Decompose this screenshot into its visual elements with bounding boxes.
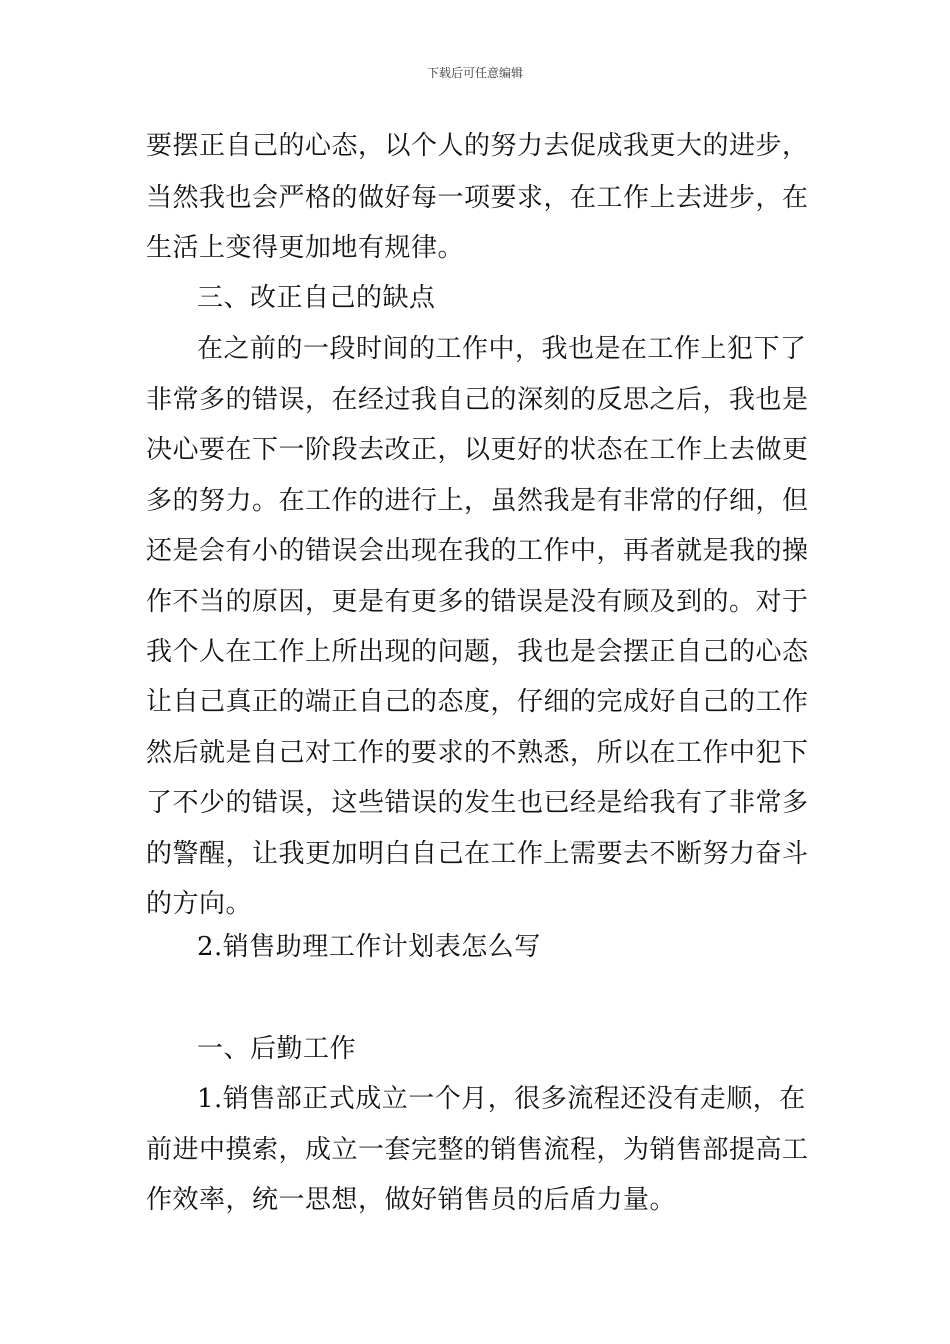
body-line: 然后就是自己对工作的要求的不熟悉，所以在工作中犯下	[146, 738, 809, 768]
body-line: 让自己真正的端正自己的态度，仔细的完成好自己的工作	[146, 687, 809, 717]
body-line: 在之前的一段时间的工作中，我也是在工作上犯下了	[197, 334, 807, 364]
section-heading: 2.销售助理工作计划表怎么写	[197, 932, 541, 962]
body-line: 还是会有小的错误会出现在我的工作中，再者就是我的操	[146, 536, 809, 566]
body-line: 我个人在工作上所出现的问题，我也是会摆正自己的心态	[146, 637, 809, 667]
page-header: 下载后可任意编辑	[426, 66, 523, 80]
body-line: 前进中摸索，成立一套完整的销售流程，为销售部提高工	[146, 1135, 809, 1165]
body-line: 生活上变得更加地有规律。	[146, 233, 465, 263]
body-line: 1.销售部正式成立一个月，很多流程还没有走顺，在	[197, 1084, 806, 1114]
section-heading: 一、后勤工作	[197, 1034, 357, 1064]
body-line: 要摆正自己的心态，以个人的努力去促成我更大的进步，	[146, 131, 809, 161]
body-line: 作不当的原因，更是有更多的错误是没有顾及到的。对于	[146, 587, 809, 617]
body-line: 的方向。	[146, 889, 253, 919]
body-line: 当然我也会严格的做好每一项要求，在工作上去进步，在	[146, 183, 809, 213]
body-line: 决心要在下一阶段去改正，以更好的状态在工作上去做更	[146, 435, 809, 465]
body-line: 非常多的错误，在经过我自己的深刻的反思之后，我也是	[146, 385, 809, 415]
body-line: 的警醒，让我更加明白自己在工作上需要去不断努力奋斗	[146, 839, 809, 869]
body-line: 作效率，统一思想，做好销售员的后盾力量。	[146, 1185, 677, 1215]
body-line: 了不少的错误，这些错误的发生也已经是给我有了非常多	[146, 788, 809, 818]
section-heading: 三、改正自己的缺点	[197, 283, 436, 313]
body-line: 多的努力。在工作的进行上，虽然我是有非常的仔细，但	[146, 486, 809, 516]
